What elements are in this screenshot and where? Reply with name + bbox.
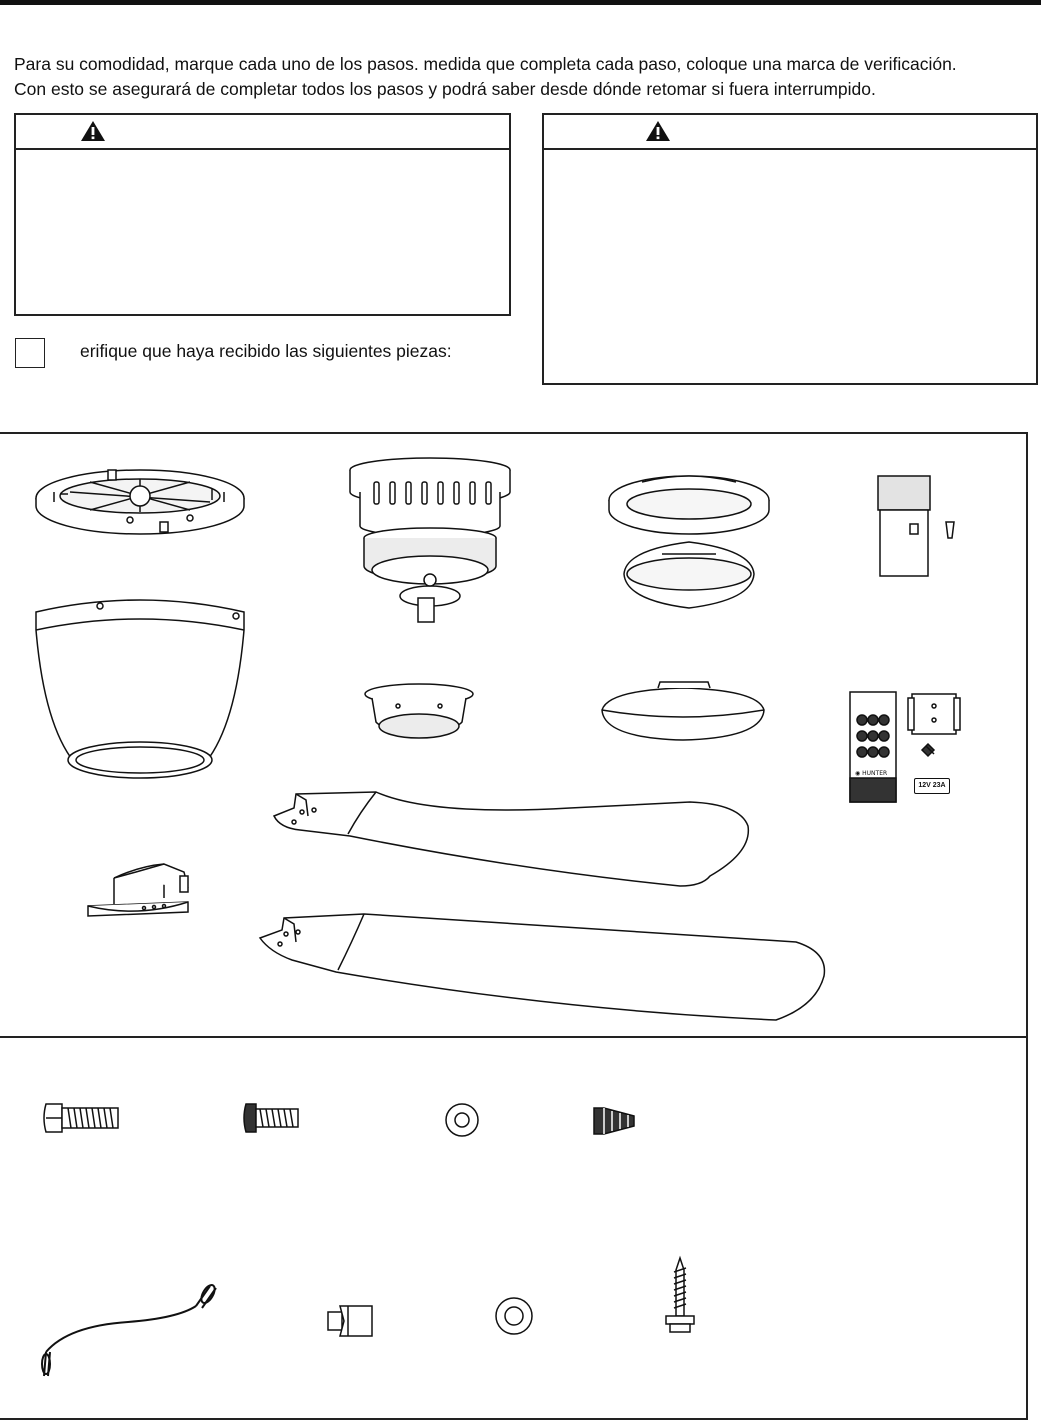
remote-wall-holder-illustration	[906, 690, 962, 762]
remote-brand-label: ◉ HUNTER	[855, 770, 888, 777]
switch-housing-illustration	[362, 682, 477, 744]
warning-triangle-icon	[80, 120, 106, 142]
washer-illustration-2	[494, 1296, 534, 1336]
light-kit-illustration	[604, 470, 774, 625]
battery-illustration	[914, 778, 950, 794]
motor-assembly-illustration	[338, 456, 523, 626]
motor-screw-illustration	[242, 1100, 302, 1136]
fan-blade-illustration	[270, 786, 754, 890]
canopy-illustration	[30, 594, 250, 784]
fan-blade-illustration-2	[256, 912, 830, 1022]
washer-illustration	[444, 1102, 480, 1138]
wood-screw-illustration	[662, 1256, 698, 1336]
light-cover-illustration	[598, 680, 768, 744]
warning-header-left	[16, 115, 509, 150]
safety-cable-illustration	[38, 1280, 218, 1380]
step-checkbox[interactable]	[15, 338, 45, 368]
warning-triangle-icon	[645, 120, 671, 142]
top-rule	[0, 0, 1041, 5]
remote-control-illustration	[848, 690, 898, 804]
parts-divider	[0, 1036, 1026, 1038]
balancing-clip-illustration	[326, 1302, 374, 1340]
battery-label: 12V 23A	[918, 782, 946, 789]
wire-nut-illustration	[590, 1104, 636, 1136]
mounting-bracket-illustration	[30, 462, 250, 542]
warning-header-right	[544, 115, 1036, 150]
canopy-cover-illustration	[84, 858, 204, 922]
warning-box-left	[14, 113, 511, 316]
intro-line-2: Con esto se asegurará de completar todos los pasos y podrá saber desde dónde retomar si fuera interrumpido.	[14, 79, 876, 99]
receiver-illustration	[874, 472, 964, 582]
intro-text	[14, 52, 957, 102]
checklist-label: erifique que haya recibido las siguientes piezas:	[80, 341, 452, 361]
warning-box-right	[542, 113, 1038, 385]
blade-screw-illustration	[42, 1098, 122, 1138]
intro-line-1: Para su comodidad, marque cada uno de los pasos. medida que completa cada paso, coloque una marca de verificación.	[14, 54, 957, 74]
